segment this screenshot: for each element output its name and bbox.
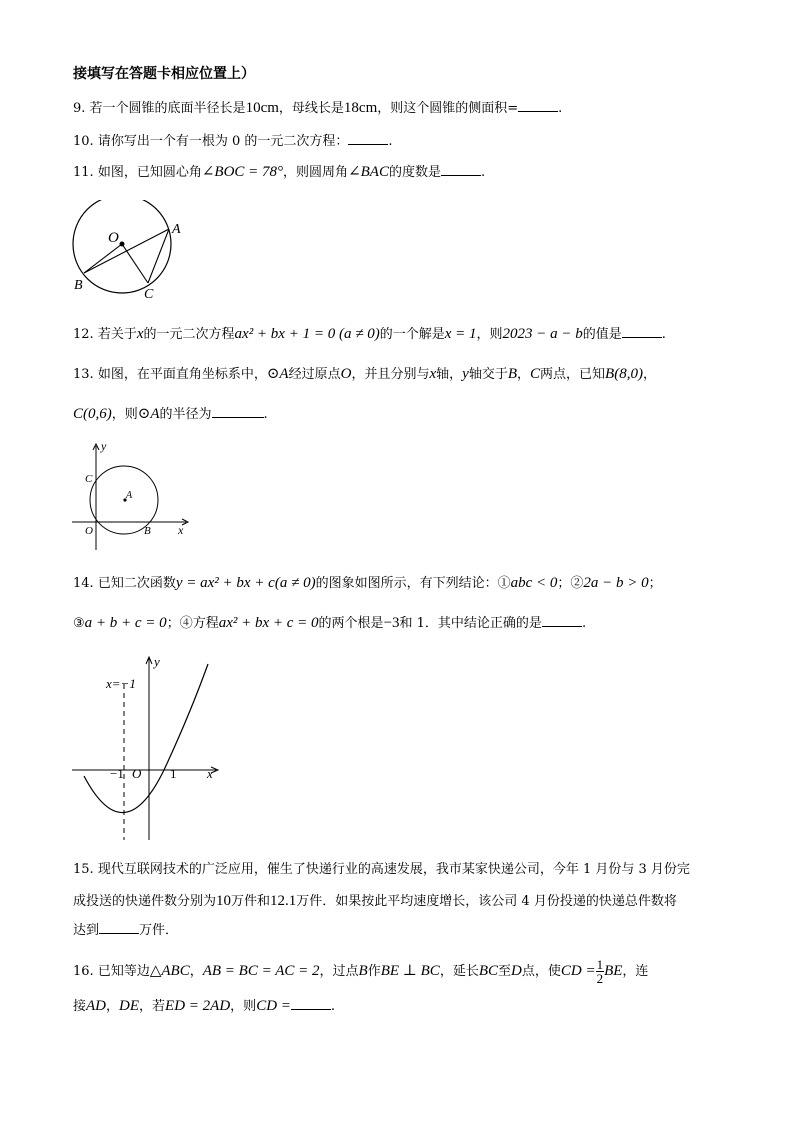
q11-circle-figure [66,200,206,300]
q12-answer-blank[interactable] [622,323,662,338]
q11-label-c: C [144,287,154,300]
q16-number: 16. [73,964,94,979]
q13-label-b: B [144,525,151,537]
q9-answer-blank[interactable] [518,97,558,112]
q11-answer-blank[interactable] [441,161,481,176]
question-11: 11. 如图，已知圆心角∠BOC = 78°，则圆周角∠BAC的度数是 . [73,161,485,183]
q14-answer-blank[interactable] [542,612,582,627]
question-13-line1: 13. 如图，在平面直角坐标系中，⊙A经过原点O，并且分别与x轴，y轴交于B，C两点，已知B(8,0)， [73,366,656,382]
q13-label-a: A [126,490,133,501]
q9-number: 9. [73,101,86,116]
q11-label-o: O [108,230,119,246]
q13-number: 13. [73,367,94,382]
q11-label-b: B [74,278,83,293]
q16-answer-blank[interactable] [291,995,331,1010]
q13-label-o: O [85,525,93,537]
q16-fraction-half: $\frac{1}{2}$ [596,957,604,986]
q10-answer-blank[interactable] [348,130,388,145]
q12-number: 12. [73,327,94,342]
q14-number: 14. [73,576,94,591]
question-15-line2: 成投送的快递件数分别为10万件和12.1万件．如果按此平均速度增长，该公司 4 月份投递的快递总件数将 [73,893,677,909]
question-14-line2: ③a + b + c = 0；④方程ax² + bx + c = 0的两个根是−3和 1．其中结论正确的是 . [73,612,586,634]
q11-segment-ca [148,229,169,283]
q14-label-axis: x=−1 [106,676,136,691]
q13-answer-blank[interactable] [212,403,264,418]
question-13-line2: C(0,6)，则⊙A的半径为 . [73,403,268,425]
section-header: 接填写在答题卡相应位置上） [73,66,255,82]
q11-label-a: A [172,222,181,237]
q11-segment-oc [122,244,148,283]
q13-label-y: y [101,439,107,453]
q14-parabola-figure [70,652,230,844]
question-16-line1: 16. 已知等边△ABC，AB = BC = AC = 2，过点B作BE ⊥ BC，延长BC至D点，使CD = $\frac{1}{2}$ BE，连 [73,957,649,986]
q15-answer-blank[interactable] [99,919,139,934]
q14-label-x: x [207,766,213,781]
q10-number: 10. [73,134,94,149]
q13-label-c: C [85,473,93,485]
question-15-line3: 达到 万件． [73,919,178,941]
q14-label-y: y [154,654,160,669]
question-16-line2: 接AD，DE，若ED = 2AD，则CD = . [73,995,335,1017]
q15-number: 15. [73,862,94,877]
q11-segment-ba [84,229,169,273]
question-9: 9. 若一个圆锥的底面半径长是10cm，母线长是18cm，则这个圆锥的侧面积= . [73,97,562,119]
q13-label-x: x [178,523,184,537]
q11-segment-ob [84,244,122,273]
q11-center-point [120,242,125,247]
question-15-line1: 15. 现代互联网技术的广泛应用，催生了快递行业的高速发展，我市某家快递公司，今年 1 月份与 3 月份完 [73,862,690,877]
question-14-line1: 14. 已知二次函数y = ax² + bx + c(a ≠ 0)的图象如图所示，有下列结论：①abc < 0；②2a − b > 0； [73,575,662,591]
q13-coordinate-figure [70,438,200,556]
question-12: 12. 若关于x的一元二次方程ax² + bx + 1 = 0 (a ≠ 0)的一个解是x = 1，则2023 − a − b的值是 . [73,323,666,345]
q14-label-minus1: −1 [110,766,124,781]
q14-label-o: O [132,766,142,781]
q14-label-1: 1 [170,766,177,781]
question-10: 10. 请你写出一个有一根为 0 的一元二次方程： . [73,130,393,152]
q14-parabola [84,664,208,813]
q11-number: 11. [73,165,94,180]
